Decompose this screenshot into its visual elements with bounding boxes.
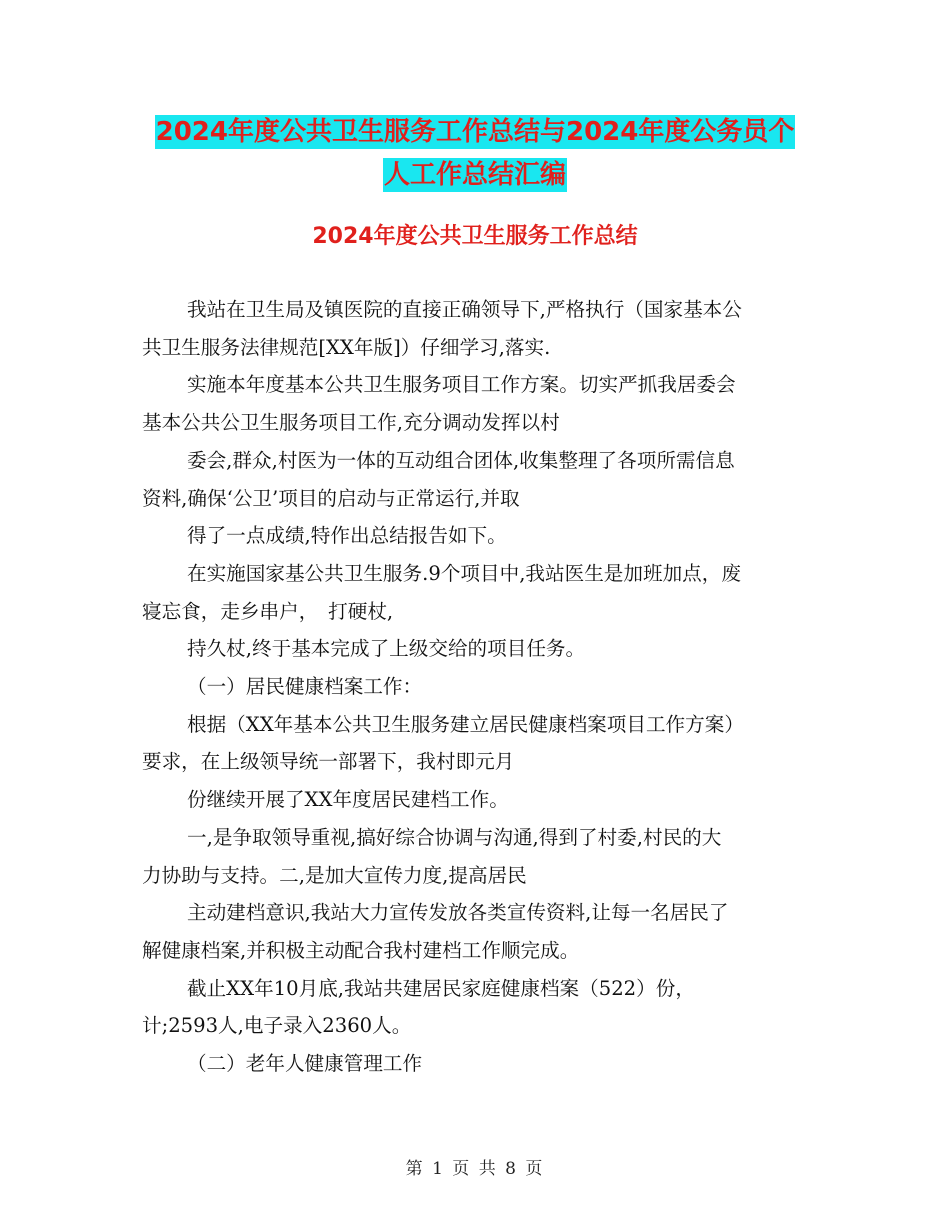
paragraph-line: 实施本年度基本公共卫生服务项目工作方案。切实严抓我居委会: [187, 373, 736, 397]
paragraph-line: 寝忘食，走乡串户， 打硬杖,: [142, 599, 394, 623]
document-title-line-2-wrap: [0, 158, 950, 192]
paragraph-line: 根据（XX年基本公共卫生服务建立居民健康档案项目工作方案）: [187, 712, 744, 736]
document-title-line-1: 2024年度公共卫生服务工作总结与2024年度公务员个: [155, 117, 795, 147]
document-title-line-2: 人工作总结汇编: [383, 160, 566, 190]
document-body: [142, 291, 812, 1083]
paragraph-line: 我站在卫生局及镇医院的直接正确领导下,严格执行（国家基本公: [187, 298, 742, 321]
paragraph-line: 委会,群众,村医为一体的互动组合团体,收集整理了各项所需信息: [187, 448, 735, 472]
paragraph-line: 基本公共公卫生服务项目工作,充分调动发挥以村: [142, 411, 560, 435]
paragraph-line: 力协助与支持。二,是加大宣传力度,提高居民: [142, 863, 527, 887]
paragraph-line: 要求，在上级领导统一部署下，我村即元月: [142, 750, 515, 774]
paragraph-line: 计;2593人,电子录入2360人。: [142, 1014, 412, 1038]
paragraph-line: 得了一点成绩,特作出总结报告如下。: [187, 524, 507, 548]
section-heading: 2024年度公共卫生服务工作总结: [312, 224, 638, 249]
page-footer: 第 1 页 共 8 页: [405, 1159, 545, 1179]
paragraph-line: 截止XX年10月底,我站共建居民家庭健康档案（522）份，: [187, 976, 695, 1000]
paragraph-line: 共卫生服务法律规范[XX年版]）仔细学习,落实.: [142, 335, 551, 359]
paragraph-line: 资料,确保‘公卫’项目的启动与正常运行,并取: [142, 486, 520, 510]
paragraph-line: 一,是争取领导重视,搞好综合协调与沟通,得到了村委,村民的大: [187, 825, 722, 849]
paragraph-line: 在实施国家基公共卫生服务.9个项目中,我站医生是加班加点，废: [187, 561, 741, 585]
document-title-line-1-wrap: [0, 115, 950, 149]
paragraph-line: （一）居民健康档案工作：: [187, 675, 423, 699]
paragraph-line: 份继续开展了XX年度居民建档工作。: [187, 788, 509, 812]
paragraph-line: 持久杖,终于基本完成了上级交给的项目任务。: [187, 637, 586, 661]
paragraph-line: 主动建档意识,我站大力宣传发放各类宣传资料,让每一名居民了: [187, 901, 729, 925]
paragraph-line: （二）老年人健康管理工作: [187, 1052, 423, 1076]
paragraph-line: 解健康档案,并积极主动配合我村建档工作顺完成。: [142, 938, 580, 962]
